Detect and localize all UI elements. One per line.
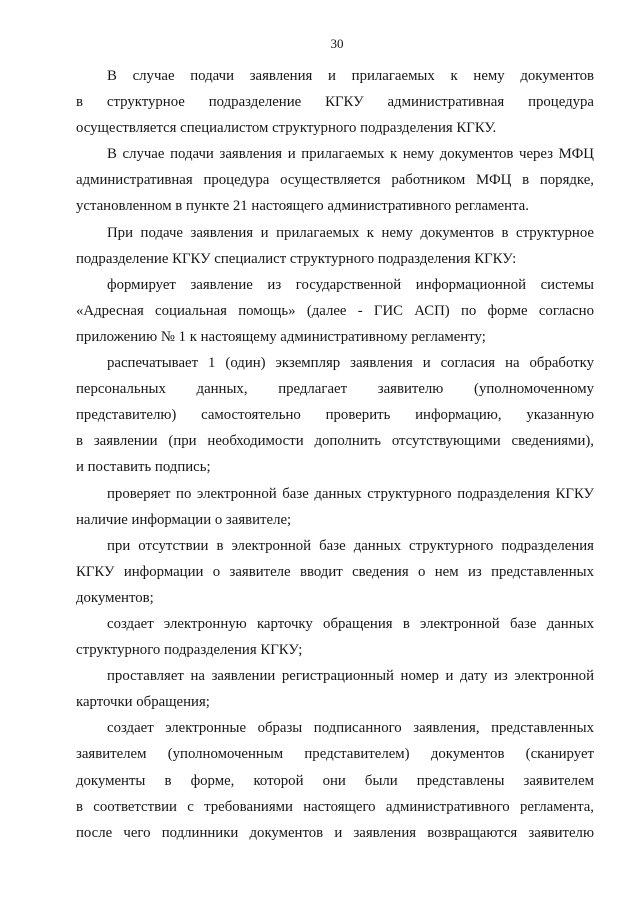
text-line: установленном в пункте 21 настоящего административного регламента. [76,198,529,215]
paragraph [76,220,594,272]
text-line: документы в форме, которой они были представлены заявителем [76,772,594,789]
text-line: КГКУ информации о заявителе вводит сведения о нем из представленных [76,563,594,580]
paragraph [76,481,594,533]
text-line: наличие информации о заявителе; [76,511,292,528]
paragraph [76,611,594,663]
text-line: «Адресная социальная помощь» (далее - ГИС АСП) по форме согласно [76,302,594,319]
text-line: приложению № 1 к настоящему административному регламенту; [76,328,486,345]
paragraph [76,141,594,219]
text-line: осуществляется специалистом структурного подразделения КГКУ. [76,120,497,137]
paragraph [76,663,594,715]
text-line: проверяет по электронной базе данных структурного подразделения КГКУ [107,485,594,502]
text-line: создает электронную карточку обращения в электронной базе данных [107,615,594,632]
text-line: карточки обращения; [76,694,210,711]
text-line: подразделение КГКУ специалист структурного подразделения КГКУ: [76,250,517,267]
text-line: документов; [76,589,154,606]
text-line: административная процедура осуществляется работником МФЦ в порядке, [76,172,594,189]
page-number: 30 [330,36,344,51]
text-line: при отсутствии в электронной базе данных структурного подразделения [107,537,594,554]
text-line: в соответствии с требованиями настоящего административного регламента, [76,798,594,815]
text-line: В случае подачи заявления и прилагаемых к нему документов через МФЦ [107,146,594,163]
paragraph [76,63,594,141]
paragraph [76,272,594,350]
text-line: проставляет на заявлении регистрационный номер и дату из электронной [107,668,594,685]
document-body [76,63,594,846]
paragraph [76,350,594,480]
text-line: При подаче заявления и прилагаемых к нему документов в структурное [107,224,594,241]
text-line: после чего подлинники документов и заявления возвращаются заявителю [76,824,594,841]
text-line: структурного подразделения КГКУ; [76,642,303,659]
paragraph [76,715,594,845]
paragraph [76,533,594,611]
text-line: формирует заявление из государственной информационной системы [107,276,594,293]
text-line: в заявлении (при необходимости дополнить отсутствующими сведениями), [76,433,594,450]
text-line: распечатывает 1 (один) экземпляр заявления и согласия на обработку [107,355,594,372]
text-line: заявителем (уполномоченным представителем) документов (сканирует [76,746,594,763]
text-line: В случае подачи заявления и прилагаемых к нему документов [107,68,594,84]
text-line: в структурное подразделение КГКУ административная процедура [76,94,594,111]
text-line: персональных данных, предлагает заявителю (уполномоченному [76,381,594,398]
text-line: представителю) самостоятельно проверить информацию, указанную [76,407,594,424]
text-line: создает электронные образы подписанного заявления, представленных [107,720,594,737]
text-line: и поставить подпись; [76,459,211,476]
